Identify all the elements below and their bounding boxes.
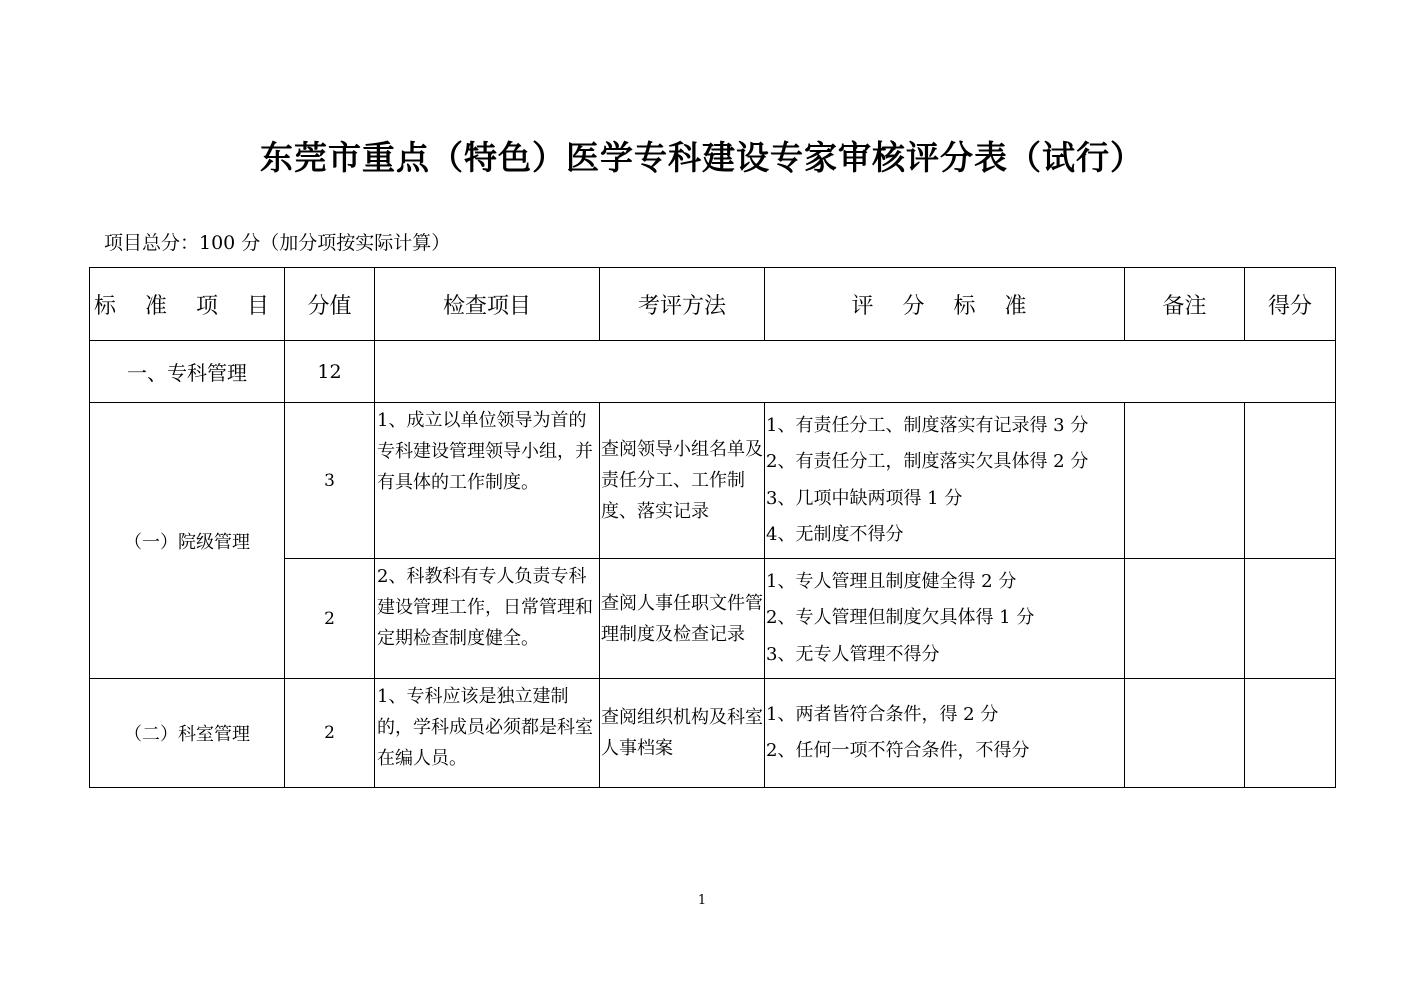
remarks-cell[interactable]: [1125, 403, 1245, 559]
header-criteria: 评 分 标 准: [765, 268, 1125, 341]
section-label: 一、专科管理: [90, 341, 285, 403]
page-title: 东莞市重点（特色）医学专科建设专家审核评分表（试行）: [260, 138, 1144, 177]
section-empty-cell: [375, 341, 1336, 403]
criteria-line: 2、任何一项不符合条件，不得分: [766, 740, 1030, 761]
section-row: [90, 341, 1336, 403]
points-cell: 2: [285, 559, 375, 679]
points-cell: 3: [285, 403, 375, 559]
method-cell: 查阅领导小组名单及责任分工、工作制度、落实记录: [600, 403, 765, 559]
criteria-cell: [765, 679, 1125, 788]
method-cell: 查阅组织机构及科室人事档案: [600, 679, 765, 788]
criteria-cell: [765, 559, 1125, 679]
header-remarks: 备注: [1125, 268, 1245, 341]
check-item-cell: 1、专科应该是独立建制的，学科成员必须都是科室在编人员。: [375, 679, 600, 788]
page-number: 1: [697, 893, 707, 908]
table-row: [90, 679, 1336, 788]
remarks-cell[interactable]: [1125, 679, 1245, 788]
header-row: [90, 268, 1336, 341]
criteria-line: 1、专人管理且制度健全得 2 分: [766, 570, 1017, 592]
category-cell: （一）院级管理: [90, 403, 285, 679]
criteria-line: 2、专人管理但制度欠具体得 1 分: [766, 607, 1035, 629]
category-cell: （二）科室管理: [90, 679, 285, 788]
criteria-line: 1、有责任分工、制度落实有记录得 3 分: [766, 414, 1089, 436]
criteria-line: 3、无专人管理不得分: [766, 643, 940, 665]
criteria-line: 4、无制度不得分: [766, 524, 904, 545]
criteria-cell: [765, 403, 1125, 559]
header-standard: 标 准 项 目: [90, 268, 285, 341]
header-method: 考评方法: [600, 268, 765, 341]
score-cell[interactable]: [1245, 679, 1336, 788]
criteria-line: 1、两者皆符合条件，得 2 分: [766, 703, 999, 725]
scoring-table: [89, 267, 1336, 788]
table-row: [90, 403, 1336, 559]
total-score-note: 项目总分：100 分（加分项按实际计算）: [104, 232, 451, 254]
section-points: 12: [285, 341, 375, 403]
header-score: 得分: [1245, 268, 1336, 341]
score-cell[interactable]: [1245, 403, 1336, 559]
points-cell: 2: [285, 679, 375, 788]
score-cell[interactable]: [1245, 559, 1336, 679]
header-check-item: 检查项目: [375, 268, 600, 341]
method-cell: 查阅人事任职文件管理制度及检查记录: [600, 559, 765, 679]
remarks-cell[interactable]: [1125, 559, 1245, 679]
check-item-cell: 1、成立以单位领导为首的专科建设管理领导小组，并有具体的工作制度。: [375, 403, 600, 559]
check-item-cell: 2、科教科有专人负责专科建设管理工作，日常管理和定期检查制度健全。: [375, 559, 600, 679]
header-points: 分值: [285, 268, 375, 341]
criteria-line: 2、有责任分工，制度落实欠具体得 2 分: [766, 451, 1089, 472]
criteria-line: 3、几项中缺两项得 1 分: [766, 487, 963, 509]
